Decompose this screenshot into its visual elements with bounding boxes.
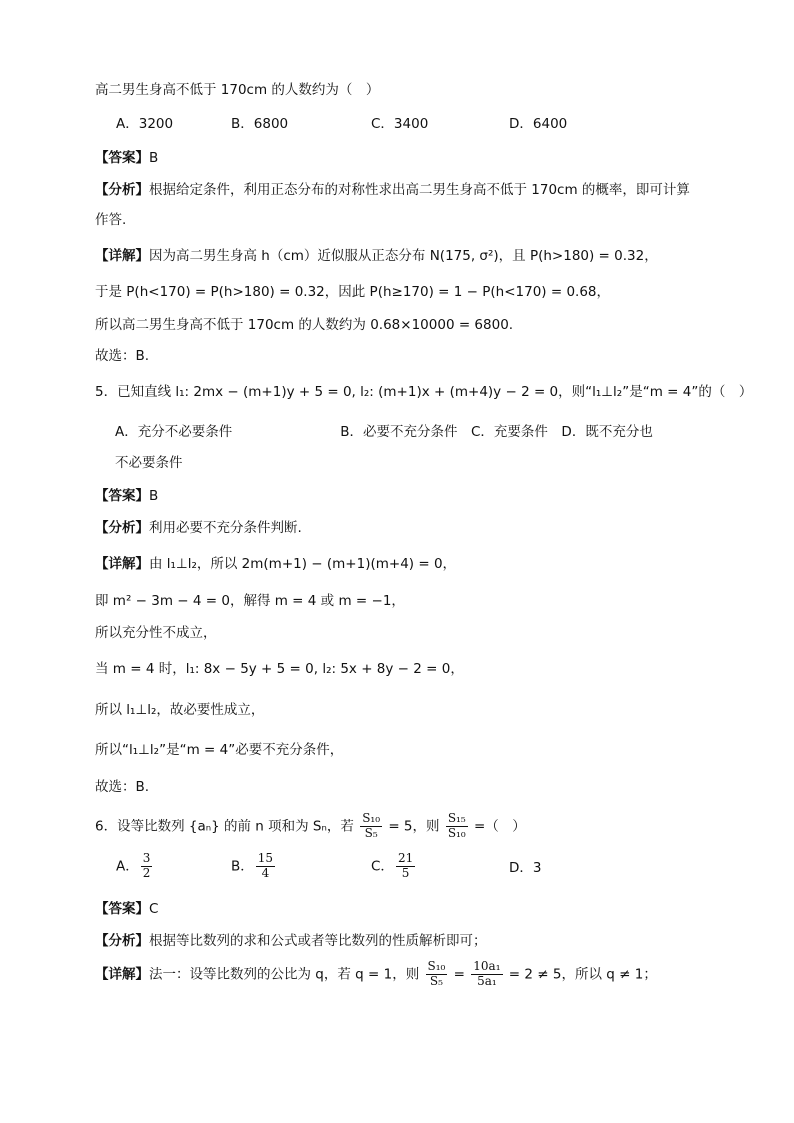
q5-detail [95, 558, 456, 572]
fraction-numerator: 15 [257, 851, 274, 865]
answer-tag: 【答案】 [95, 901, 149, 917]
q6-option-d: D．3 [509, 860, 542, 876]
q5-options: A．充分不必要条件 B．必要不充分条件 C．充要条件 D．既不充分也 [115, 424, 653, 440]
q6-detail [95, 960, 657, 989]
q5-analysis [95, 522, 302, 536]
answer-tag: 【答案】 [95, 488, 149, 504]
q6-detail-fraction-2 [471, 960, 502, 989]
option-prefix: A． [116, 858, 139, 875]
q5-stem: 5．已知直线 l₁: 2mx − (m+1)y + 5 = 0, l₂: (m+1)x + (m+4)y − 2 = 0，则“l₁⊥l₂”是“m = 4”的（ ） [95, 384, 753, 400]
q4-detail-line3: 所以高二男生身高不低于 170cm 的人数约为 0.68×10000 = 6800. [95, 317, 514, 333]
q6-option-c [371, 852, 417, 881]
q6-stem-fraction-1 [360, 812, 382, 841]
fraction-numerator: S₁₀ [427, 959, 446, 973]
q6-stem-post: =（ ） [473, 818, 526, 835]
q5-detail-line5: 所以 l₁⊥l₂，故必要性成立， [95, 702, 265, 718]
option-prefix: B． [231, 858, 254, 875]
q4-option-d: D．6400 [509, 116, 568, 132]
q5-answer [95, 490, 158, 504]
q4-conclusion: 故选：B. [95, 348, 150, 364]
fraction-denominator: S₁₀ [447, 825, 466, 840]
option-fraction [396, 852, 415, 881]
q5-conclusion: 故选：B. [95, 779, 150, 795]
option-prefix: C． [371, 858, 394, 875]
detail-text: 因为高二男生身高 h（cm）近似服从正态分布 N(175, σ²)，且 P(h>180) = 0.32， [149, 248, 658, 264]
detail-pre: 法一：设等比数列的公比为 q，若 q = 1，则 [149, 966, 420, 983]
q4-analysis [95, 184, 690, 198]
answer-tag: 【答案】 [95, 150, 149, 166]
q6-stem-fraction-2 [446, 812, 468, 841]
detail-post: = 2 ≠ 5，所以 q ≠ 1； [508, 966, 657, 983]
q5-detail-line4: 当 m = 4 时，l₁: 8x − 5y + 5 = 0, l₂: 5x + 8y − 2 = 0， [95, 661, 464, 677]
analysis-text: 根据给定条件，利用正态分布的对称性求出高二男生身高不低于 170cm 的概率，即可计算 [149, 182, 690, 198]
fraction-numerator: 3 [142, 851, 151, 865]
q6-detail-fraction-1 [426, 960, 448, 989]
option-fraction [256, 852, 275, 881]
fraction-denominator: S₅ [426, 974, 448, 989]
fraction-numerator: 21 [397, 851, 414, 865]
q6-answer [95, 903, 158, 917]
q4-option-c: C．3400 [371, 116, 429, 132]
fraction-numerator: 10a₁ [473, 959, 501, 973]
q4-detail-line2: 于是 P(h<170) = P(h>180) = 0.32，因此 P(h≥170) = 1 − P(h<170) = 0.68， [95, 284, 610, 300]
analysis-text: 根据等比数列的求和公式或者等比数列的性质解析即可； [149, 933, 487, 949]
fraction-denominator: 2 [142, 865, 151, 880]
q6-analysis [95, 935, 487, 949]
fraction-denominator: 5 [396, 866, 415, 881]
analysis-tag: 【分析】 [95, 520, 149, 536]
fraction-denominator: 4 [256, 866, 275, 881]
detail-tag: 【详解】 [95, 556, 149, 572]
fraction-numerator: S₁₀ [362, 811, 381, 825]
detail-tag: 【详解】 [95, 248, 149, 264]
q5-detail-line6: 所以“l₁⊥l₂”是“m = 4”必要不充分条件， [95, 742, 344, 758]
analysis-text: 利用必要不充分条件判断. [149, 520, 302, 536]
answer-value: C [149, 901, 159, 917]
q4-stem: 高二男生身高不低于 170cm 的人数约为（ ） [95, 82, 380, 98]
answer-value: B [149, 488, 159, 504]
q6-option-a [116, 852, 154, 881]
answer-value: B [149, 150, 159, 166]
analysis-tag: 【分析】 [95, 933, 149, 949]
q4-option-a: A．3200 [116, 116, 174, 132]
q6-stem [95, 812, 526, 841]
q4-detail [95, 250, 658, 264]
q6-stem-mid: = 5，则 [388, 818, 440, 835]
q4-analysis-cont: 作答. [95, 212, 127, 228]
detail-tag: 【详解】 [95, 966, 149, 983]
analysis-tag: 【分析】 [95, 182, 149, 198]
q5-options-cont: 不必要条件 [115, 455, 183, 471]
q5-detail-line2: 即 m² − 3m − 4 = 0，解得 m = 4 或 m = −1， [95, 593, 405, 609]
fraction-denominator: S₅ [360, 826, 382, 841]
detail-text: 由 l₁⊥l₂，所以 2m(m+1) − (m+1)(m+4) = 0， [149, 556, 457, 572]
q5-detail-line3: 所以充分性不成立， [95, 625, 217, 641]
fraction-numerator: S₁₅ [447, 811, 466, 825]
q4-option-b: B．6800 [231, 116, 289, 132]
detail-eq: = [453, 966, 465, 983]
fraction-denominator: 5a₁ [471, 974, 502, 989]
q6-stem-pre: 6．设等比数列 {aₙ} 的前 n 项和为 Sₙ，若 [95, 818, 354, 835]
q4-answer [95, 152, 158, 166]
option-fraction [141, 852, 153, 881]
q6-option-b [231, 852, 277, 881]
